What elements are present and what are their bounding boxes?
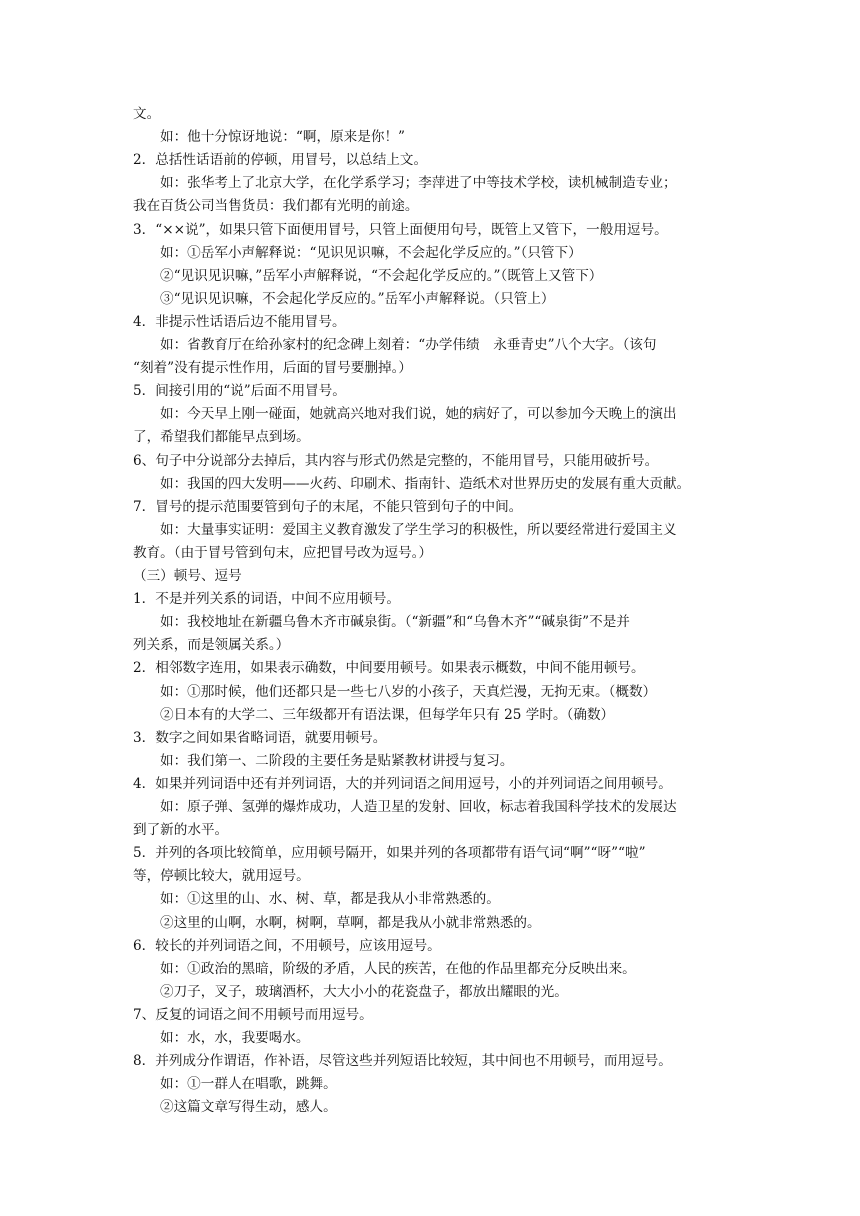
text-line: 如：①岳军小声解释说：“见识见识嘛，不会起化学反应的。”（只管下） xyxy=(160,244,582,261)
text-line: 如：我校地址在新疆乌鲁木齐市碱泉街。（“新疆”和“乌鲁木齐”“碱泉街”不是并 xyxy=(160,614,630,631)
text-line: 3．“××说”，如果只管下面便用冒号，只管上面便用句号，既管上又管下，一般用逗号。 xyxy=(133,221,668,238)
text-line: 2．总括性话语前的停顿，用冒号，以总结上文。 xyxy=(133,152,428,169)
text-line: 列关系，而是领属关系。） xyxy=(133,637,290,654)
text-line: 如：省教育厅在给孙家村的纪念碑上刻着：“办学伟绩 永垂青史”八个大字。（该句 xyxy=(160,337,657,353)
text-line: 6．较长的并列词语之间，不用顿号，应该用逗号。 xyxy=(133,937,441,954)
text-line: ②这里的山啊，水啊，树啊，草啊，都是我从小就非常熟悉的。 xyxy=(160,914,541,931)
text-line: 如：我们第一、二阶段的主要任务是贴紧教材讲授与复习。 xyxy=(160,752,514,769)
text-line: ③“见识见识嘛，不会起化学反应的。”岳军小声解释说。（只管上） xyxy=(160,290,555,307)
text-line: 7．冒号的提示范围要管到句子的末尾，不能只管到句子的中间。 xyxy=(133,498,523,515)
text-line: 教育。（由于冒号管到句末，应把冒号改为逗号。） xyxy=(133,544,433,561)
text-line: （三）顿号、逗号 xyxy=(133,568,242,584)
text-line: 7、反复的词语之间不用顿号而用逗号。 xyxy=(133,1006,373,1023)
text-line: 如：今天早上刚一碰面，她就高兴地对我们说，她的病好了，可以参加今天晚上的演出 xyxy=(160,406,677,423)
text-line: ②刀子，叉子，玻璃酒杯，大大小小的花瓷盘子，都放出耀眼的光。 xyxy=(160,983,568,1000)
text-line: 文。 xyxy=(133,106,161,122)
text-line: 如：①一群人在唱歌，跳舞。 xyxy=(160,1076,337,1093)
text-line: ②“见识见识嘛，”岳军小声解释说，“不会起化学反应的。”（既管上又管下） xyxy=(160,267,603,284)
text-line: 我在百货公司当售货员：我们都有光明的前途。 xyxy=(133,198,419,215)
text-line: 2．相邻数字连用，如果表示确数，中间要用顿号。如果表示概数，中间不能用顿号。 xyxy=(133,660,645,677)
text-line: 如：①这里的山、水、树、草，都是我从小非常熟悉的。 xyxy=(160,891,500,908)
text-line: 6、句子中分说部分去掉后，其内容与形式仍然是完整的，不能用冒号，只能用破折号。 xyxy=(133,452,659,469)
text-line: 了，希望我们都能早点到场。 xyxy=(133,429,310,446)
text-line: 3．数字之间如果省略词语，就要用顿号。 xyxy=(133,729,387,746)
text-line: 1．不是并列关系的词语，中间不应用顿号。 xyxy=(133,591,400,608)
text-line: 如：我国的四大发明——火药、印刷术、指南针、造纸术对世界历史的发展有重大贡献。 xyxy=(160,475,691,492)
text-line: ②日本有的大学二、三年级都开有语法课，但每学年只有 25 学时。（确数） xyxy=(160,706,615,723)
text-line: 如：①政治的黑暗，阶级的矛盾，人民的疾苦，在他的作品里都充分反映出来。 xyxy=(160,960,636,977)
text-line: 5．间接引用的“说”后面不用冒号。 xyxy=(133,383,346,400)
text-line: 4．非提示性话语后边不能用冒号。 xyxy=(133,313,346,330)
text-line: 8．并列成分作谓语，作补语，尽管这些并列短语比较短，其中间也不用顿号，而用逗号。 xyxy=(133,1053,672,1070)
text-line: 如：水，水，我要喝水。 xyxy=(160,1030,310,1046)
text-line: 如：大量事实证明：爱国主义教育激发了学生学习的积极性，所以要经常进行爱国主义 xyxy=(160,521,677,538)
text-line: 如：他十分惊讶地说：“啊，原来是你！” xyxy=(160,129,405,146)
text-line: “刻着”没有提示性作用，后面的冒号要删掉。） xyxy=(133,360,412,377)
text-line: 到了新的水平。 xyxy=(133,822,229,839)
text-line: 如：①那时候，他们还都只是一些七八岁的小孩子，天真烂漫，无拘无束。（概数） xyxy=(160,683,657,700)
text-line: 如：张华考上了北京大学，在化学系学习；李萍进了中等技术学校，读机械制造专业； xyxy=(160,175,677,192)
text-line: 如：原子弹、氢弹的爆炸成功，人造卫星的发射、回收，标志着我国科学技术的发展达 xyxy=(160,799,677,815)
text-line: 等，停顿比较大，就用逗号。 xyxy=(133,868,310,885)
text-line: ②这篇文章写得生动，感人。 xyxy=(160,1099,337,1116)
text-line: 4．如果并列词语中还有并列词语，大的并列词语之间用逗号，小的并列词语之间用顿号。 xyxy=(133,775,672,792)
text-line: 5．并列的各项比较简单，应用顿号隔开，如果并列的各项都带有语气词“啊”“呀”“啦” xyxy=(133,845,646,862)
